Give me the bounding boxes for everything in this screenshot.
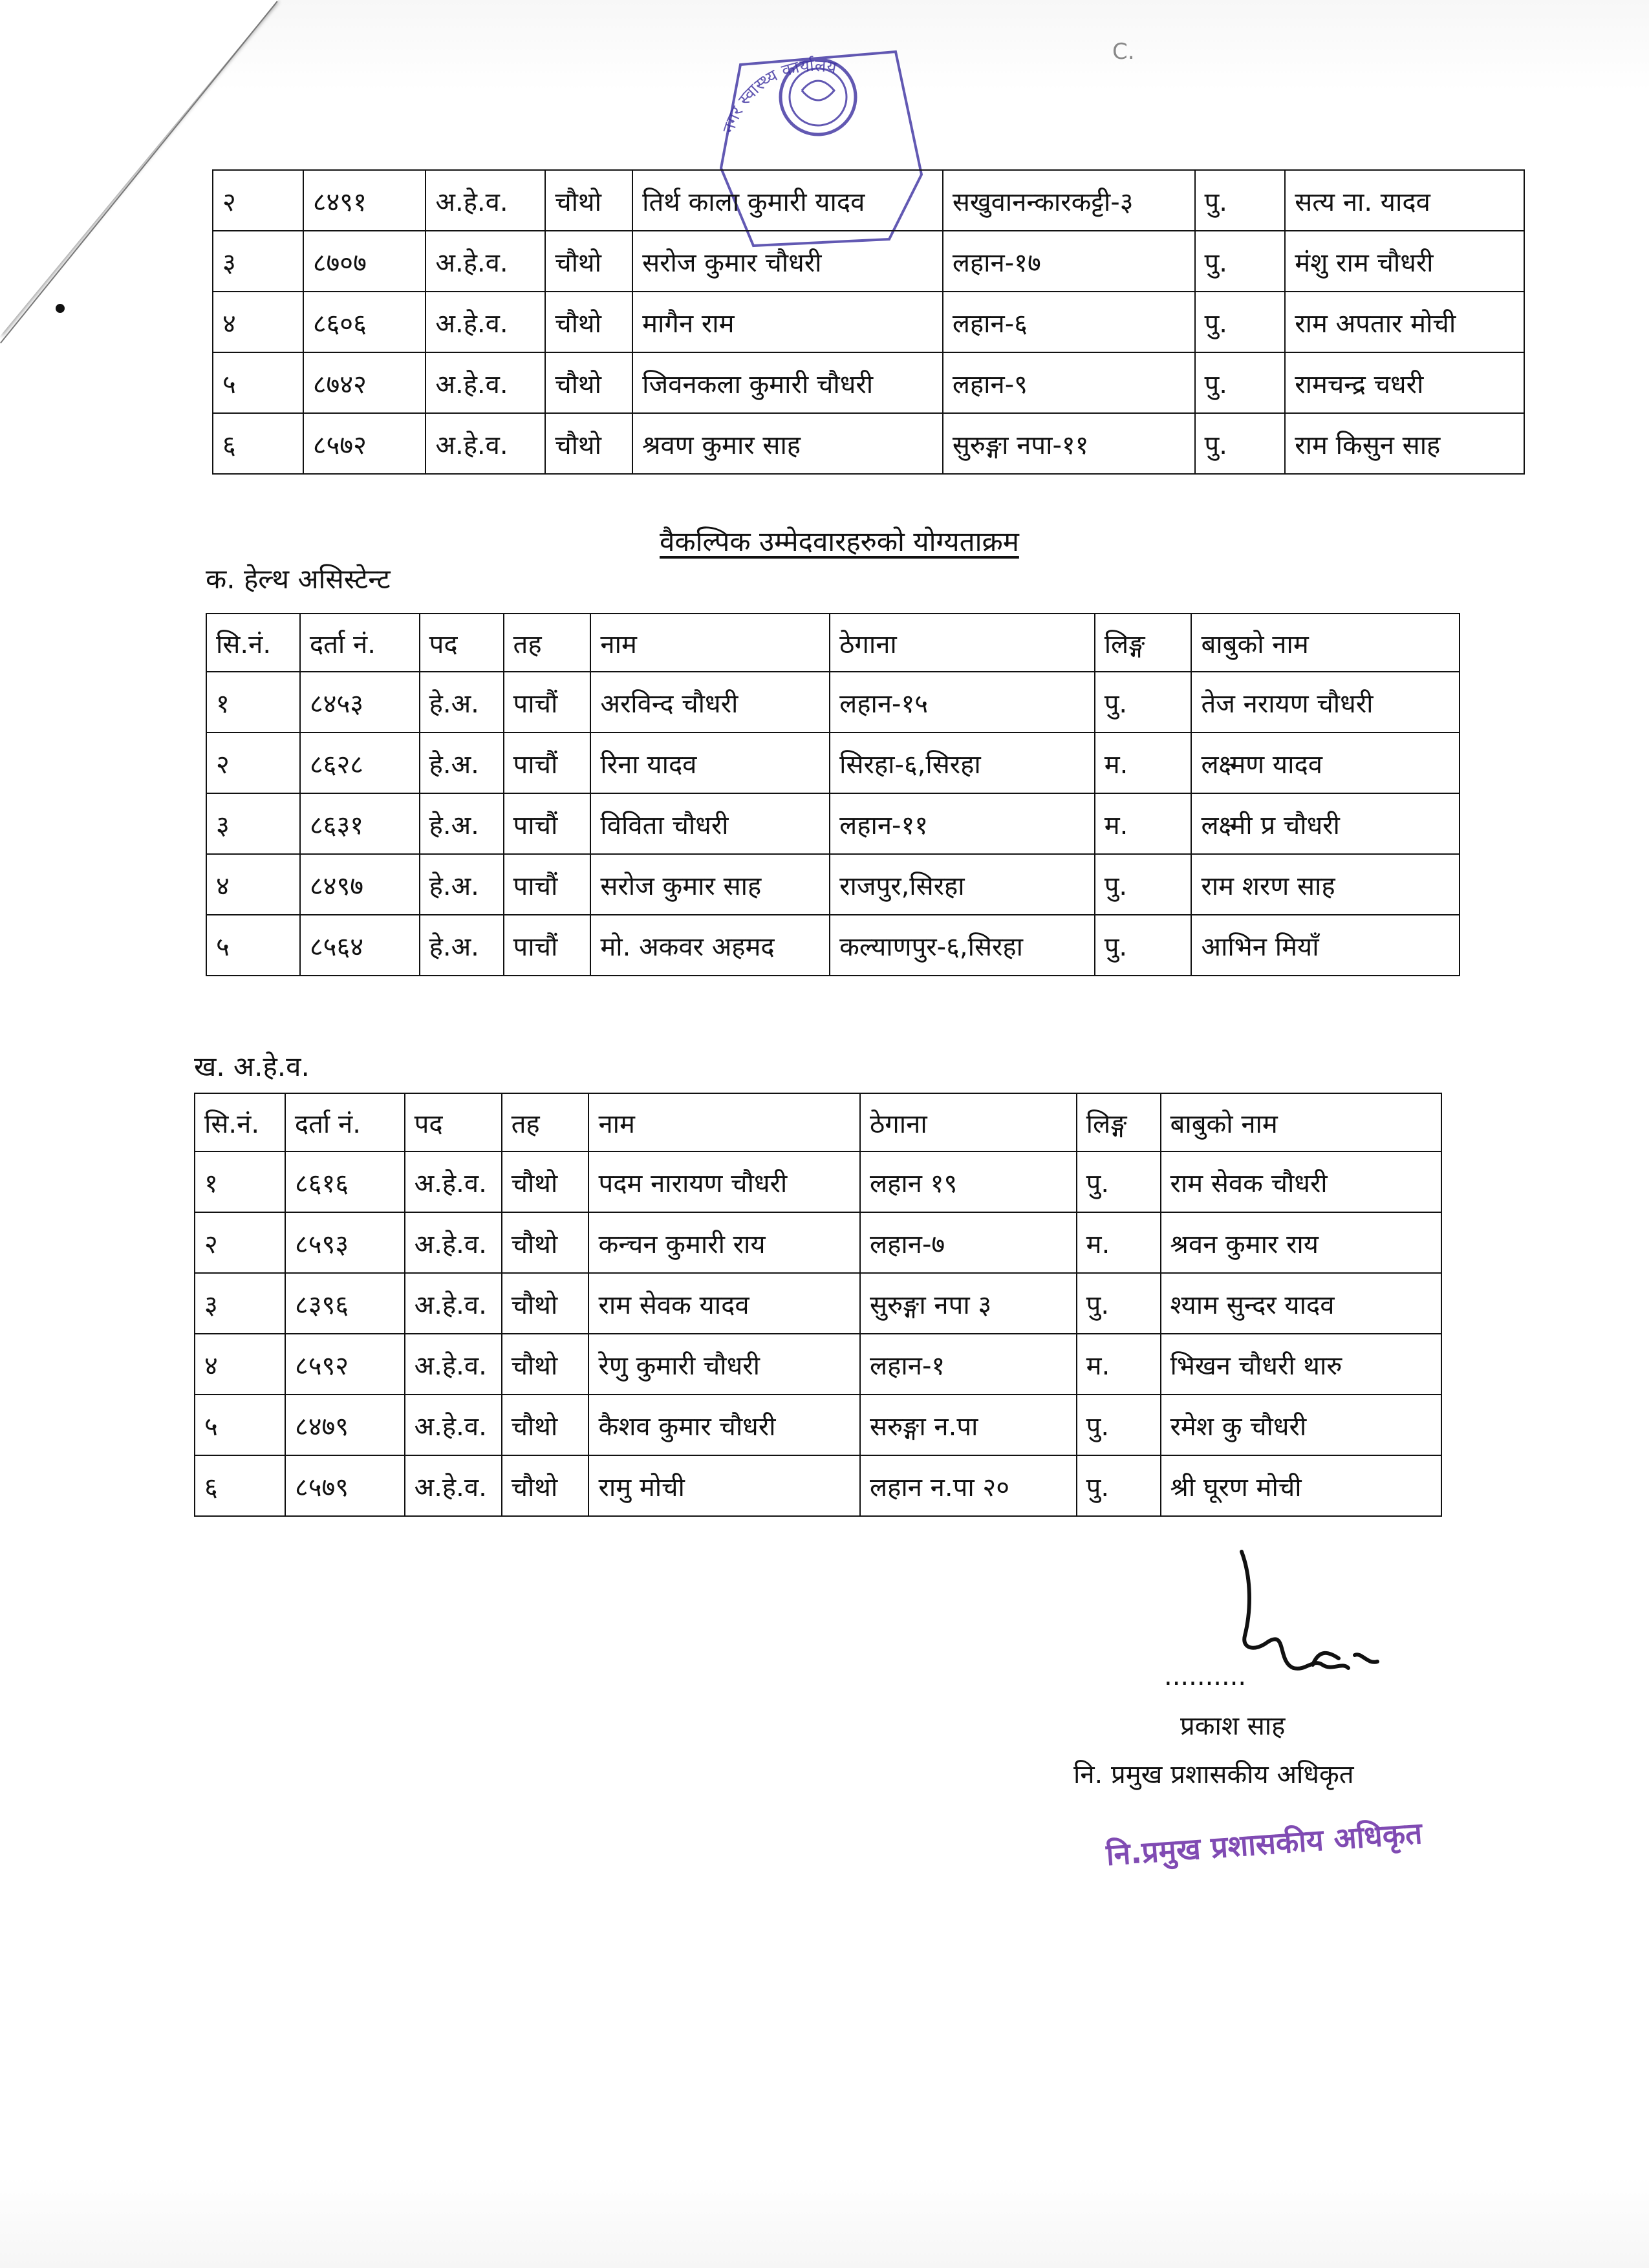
table-cell: लहान-११: [830, 793, 1095, 854]
table-cell: ८७४२: [303, 352, 426, 413]
table-cell: तेज नरायण चौधरी: [1191, 672, 1460, 733]
table-cell: ८४९१: [303, 170, 426, 231]
column-header: लिङ्ग: [1095, 614, 1192, 672]
table-cell: चौथो: [545, 413, 632, 474]
table-row: [206, 733, 1460, 793]
column-header: नाम: [588, 1093, 860, 1151]
table-cell: हे.अ.: [420, 915, 504, 976]
table-cell: पदम नारायण चौधरी: [588, 1151, 860, 1212]
table-cell: लहान-१५: [830, 672, 1095, 733]
table-cell: रिना यादव: [590, 733, 830, 793]
table-row: [213, 413, 1524, 474]
table-row: [195, 1212, 1441, 1273]
table-cell: अ.हे.व.: [426, 352, 545, 413]
table-cell: ८६०६: [303, 292, 426, 352]
table-cell: पु.: [1077, 1151, 1161, 1212]
ink-dot: [56, 304, 65, 313]
table-cell: मंशु राम चौधरी: [1285, 231, 1524, 292]
table-cell: पु.: [1195, 292, 1286, 352]
table-cell: राजपुर,सिरहा: [830, 854, 1095, 915]
table-cell: ४: [206, 854, 300, 915]
table-cell: पु.: [1077, 1455, 1161, 1516]
table-cell: ५: [206, 915, 300, 976]
table-cell: लक्ष्मी प्र चौधरी: [1191, 793, 1460, 854]
table-cell: ३: [206, 793, 300, 854]
table-cell: कैशव कुमार चौधरी: [588, 1395, 860, 1455]
table-cell: पु.: [1095, 915, 1192, 976]
table-cell: लहान-९: [943, 352, 1195, 413]
table-cell: अ.हे.व.: [405, 1334, 502, 1395]
table-cell: ६: [195, 1455, 285, 1516]
table-cell: अ.हे.व.: [405, 1273, 502, 1334]
table-row: [213, 231, 1524, 292]
table-cell: अ.हे.व.: [426, 170, 545, 231]
table-cell: ८४५३: [300, 672, 420, 733]
column-header: ठेगाना: [860, 1093, 1077, 1151]
table-cell: लहान न.पा २०: [860, 1455, 1077, 1516]
column-header: सि.नं.: [195, 1093, 285, 1151]
column-header: सि.नं.: [206, 614, 300, 672]
column-header: दर्ता नं.: [285, 1093, 405, 1151]
table-cell: २: [206, 733, 300, 793]
table-cell: पाचौं: [504, 854, 591, 915]
table-cell: चौथो: [545, 231, 632, 292]
table-cell: म.: [1077, 1334, 1161, 1395]
table-header-row: [195, 1093, 1441, 1151]
table-cell: राम अपतार मोची: [1285, 292, 1524, 352]
section-a-label: क. हेल्थ असिस्टेन्ट: [206, 563, 391, 595]
table-cell: हे.अ.: [420, 733, 504, 793]
table-cell: पु.: [1195, 352, 1286, 413]
table-cell: चौथो: [545, 352, 632, 413]
table-cell: विविता चौधरी: [590, 793, 830, 854]
table-cell: चौथो: [502, 1455, 589, 1516]
table-cell: ८३९६: [285, 1273, 405, 1334]
designation-stamp: नि.प्रमुख प्रशासकीय अधिकृत: [1105, 1815, 1423, 1873]
table-cell: चौथो: [502, 1212, 589, 1273]
table-cell: अ.हे.व.: [405, 1151, 502, 1212]
table-row: [206, 793, 1460, 854]
table-cell: ८४९७: [300, 854, 420, 915]
table-cell: चौथो: [545, 170, 632, 231]
ahw-table: [194, 1093, 1442, 1517]
table-cell: अ.हे.व.: [405, 1212, 502, 1273]
column-header: नाम: [590, 614, 830, 672]
table-row: [206, 915, 1460, 976]
table-cell: राम सेवक यादव: [588, 1273, 860, 1334]
table-cell: रामु मोची: [588, 1455, 860, 1516]
column-header: लिङ्ग: [1077, 1093, 1161, 1151]
table-cell: ८७०७: [303, 231, 426, 292]
table-cell: पु.: [1095, 672, 1192, 733]
table-cell: पु.: [1077, 1395, 1161, 1455]
table-cell: म.: [1095, 793, 1192, 854]
column-header: बाबुको नाम: [1161, 1093, 1441, 1151]
table-cell: पु.: [1195, 170, 1286, 231]
table-cell: अ.हे.व.: [405, 1395, 502, 1455]
table-cell: ८६१६: [285, 1151, 405, 1212]
table-cell: ८६२८: [300, 733, 420, 793]
table-cell: सरुङ्गा न.पा: [860, 1395, 1077, 1455]
table-cell: आभिन मियाँ: [1191, 915, 1460, 976]
table-cell: २: [195, 1212, 285, 1273]
table-cell: ४: [195, 1334, 285, 1395]
table-cell: सखुवानन्कारकट्टी-३: [943, 170, 1195, 231]
table-cell: ८४७९: [285, 1395, 405, 1455]
table-cell: कल्याणपुर-६,सिरहा: [830, 915, 1095, 976]
table-cell: म.: [1077, 1212, 1161, 1273]
table-row: [195, 1334, 1441, 1395]
column-header: पद: [420, 614, 504, 672]
corner-mark: C.: [1112, 39, 1135, 65]
table-row: [195, 1273, 1441, 1334]
table-cell: पु.: [1195, 231, 1286, 292]
table-cell: पु.: [1095, 854, 1192, 915]
table-cell: अरविन्द चौधरी: [590, 672, 830, 733]
stamp-text: नगर स्वास्थ्य कार्यालय: [718, 56, 839, 136]
table-cell: चौथो: [502, 1151, 589, 1212]
table-cell: ८६३१: [300, 793, 420, 854]
table-cell: लहान १९: [860, 1151, 1077, 1212]
table-cell: पाचौं: [504, 733, 591, 793]
signature-dots: ..........: [1164, 1662, 1247, 1691]
signatory-name: प्रकाश साह: [1180, 1711, 1286, 1741]
table-cell: हे.अ.: [420, 672, 504, 733]
table-cell: सरोज कुमार चौधरी: [632, 231, 943, 292]
table-cell: ५: [195, 1395, 285, 1455]
table-row: [213, 292, 1524, 352]
table-cell: हे.अ.: [420, 854, 504, 915]
table-row: [213, 352, 1524, 413]
table-cell: १: [206, 672, 300, 733]
table-cell: रेणु कुमारी चौधरी: [588, 1334, 860, 1395]
table-cell: पाचौं: [504, 915, 591, 976]
table-row: [206, 854, 1460, 915]
table-cell: अ.हे.व.: [426, 231, 545, 292]
table-cell: राम शरण साह: [1191, 854, 1460, 915]
table-cell: २: [213, 170, 303, 231]
table-cell: ३: [195, 1273, 285, 1334]
table-cell: लहान-७: [860, 1212, 1077, 1273]
section-title: वैकल्पिक उम्मेदवारहरुको योग्यताक्रम: [660, 526, 1019, 557]
table-cell: राम किसुन साह: [1285, 413, 1524, 474]
table-cell: ८५६४: [300, 915, 420, 976]
table-cell: सुरुङ्गा नपा ३: [860, 1273, 1077, 1334]
table-cell: रमेश कु चौधरी: [1161, 1395, 1441, 1455]
svg-text:नगर स्वास्थ्य कार्यालय: [719, 56, 839, 136]
table-cell: कन्चन कुमारी राय: [588, 1212, 860, 1273]
column-header: बाबुको नाम: [1191, 614, 1460, 672]
table-cell: राम सेवक चौधरी: [1161, 1151, 1441, 1212]
table-cell: अ.हे.व.: [405, 1455, 502, 1516]
table-cell: अ.हे.व.: [426, 292, 545, 352]
column-header: ठेगाना: [830, 614, 1095, 672]
table-cell: सत्य ना. यादव: [1285, 170, 1524, 231]
table-cell: श्री घूरण मोची: [1161, 1455, 1441, 1516]
table-cell: लहान-१: [860, 1334, 1077, 1395]
table-row: [195, 1151, 1441, 1212]
table-cell: श्रवण कुमार साह: [632, 413, 943, 474]
table-cell: श्रवन कुमार राय: [1161, 1212, 1441, 1273]
table-cell: ८५९२: [285, 1334, 405, 1395]
table-cell: सिरहा-६,सिरहा: [830, 733, 1095, 793]
table-cell: भिखन चौधरी थारु: [1161, 1334, 1441, 1395]
table-cell: मो. अकवर अहमद: [590, 915, 830, 976]
table-cell: ८५७९: [285, 1455, 405, 1516]
table-cell: ८५७२: [303, 413, 426, 474]
column-header: तह: [502, 1093, 589, 1151]
table-row: [213, 170, 1524, 231]
health-assistant-table: [206, 613, 1460, 976]
table-row: [195, 1395, 1441, 1455]
table-cell: तिर्थ काला कुमारी यादव: [632, 170, 943, 231]
table-cell: १: [195, 1151, 285, 1212]
table-cell: श्याम सुन्दर यादव: [1161, 1273, 1441, 1334]
top-continuation-table: [212, 169, 1525, 475]
table-cell: पु.: [1195, 413, 1286, 474]
table-cell: चौथो: [502, 1395, 589, 1455]
table-cell: चौथो: [545, 292, 632, 352]
table-cell: लहान-१७: [943, 231, 1195, 292]
table-cell: म.: [1095, 733, 1192, 793]
column-header: तह: [504, 614, 591, 672]
table-cell: ८५९३: [285, 1212, 405, 1273]
table-cell: पु.: [1077, 1273, 1161, 1334]
table-cell: मागैन राम: [632, 292, 943, 352]
table-cell: पाचौं: [504, 793, 591, 854]
table-cell: ३: [213, 231, 303, 292]
table-cell: चौथो: [502, 1334, 589, 1395]
table-row: [195, 1455, 1441, 1516]
column-header: पद: [405, 1093, 502, 1151]
table-cell: जिवनकला कुमारी चौधरी: [632, 352, 943, 413]
table-cell: हे.अ.: [420, 793, 504, 854]
table-cell: सरोज कुमार साह: [590, 854, 830, 915]
section-b-label: ख. अ.हे.व.: [194, 1051, 310, 1082]
table-cell: सुरुङ्गा नपा-११: [943, 413, 1195, 474]
signatory-title: नि. प्रमुख प्रशासकीय अधिकृत: [1073, 1760, 1354, 1790]
table-cell: अ.हे.व.: [426, 413, 545, 474]
table-row: [206, 672, 1460, 733]
table-cell: लक्ष्मण यादव: [1191, 733, 1460, 793]
table-cell: ५: [213, 352, 303, 413]
table-cell: पाचौं: [504, 672, 591, 733]
table-cell: ४: [213, 292, 303, 352]
table-cell: ६: [213, 413, 303, 474]
table-header-row: [206, 614, 1460, 672]
column-header: दर्ता नं.: [300, 614, 420, 672]
table-cell: लहान-६: [943, 292, 1195, 352]
table-cell: चौथो: [502, 1273, 589, 1334]
table-cell: रामचन्द्र चधरी: [1285, 352, 1524, 413]
